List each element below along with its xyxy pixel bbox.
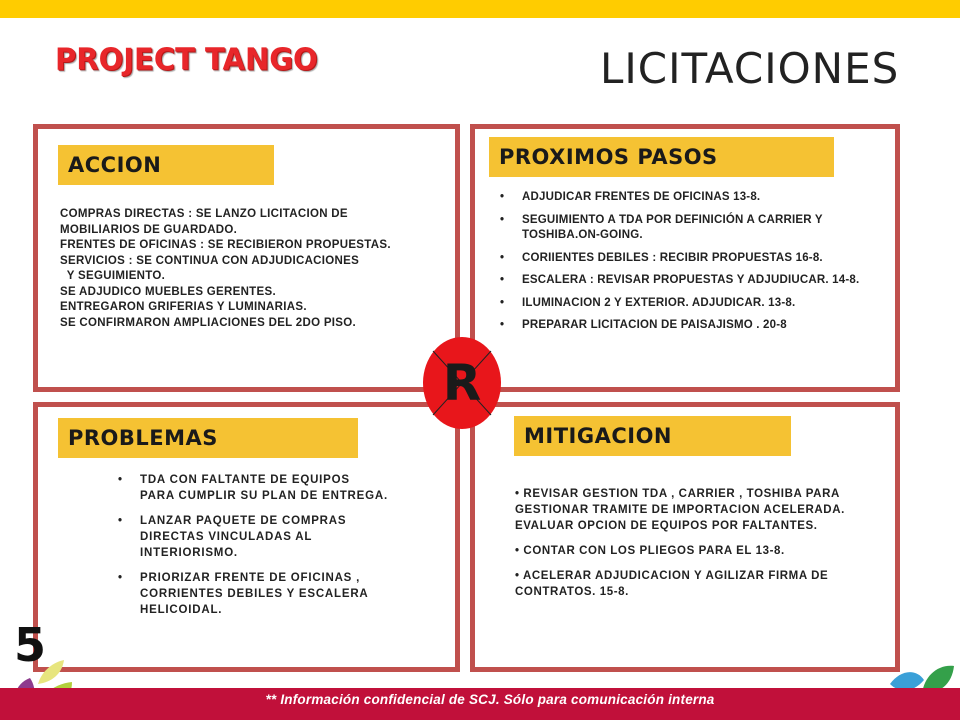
page-number: 5 [14, 618, 47, 672]
list-item: • ILUMINACION 2 Y EXTERIOR. ADJUDICAR. 13-8. [500, 296, 880, 312]
accion-line: ENTREGARON GRIFERIAS Y LUMINARIAS. [60, 301, 307, 313]
accion-line: SE CONFIRMARON AMPLIACIONES DEL 2DO PISO. [60, 316, 356, 329]
proximos-pasos-label: PROXIMOS PASOS [489, 137, 834, 177]
status-badge-letter: R [442, 354, 482, 412]
mitigacion-label: MITIGACION [514, 416, 791, 456]
accion-line: FRENTES DE OFICINAS : SE RECIBIERON PROPUESTAS. [60, 239, 391, 251]
list-item: • PRIORIZAR FRENTE DE OFICINAS , CORRIENTES DEBILES Y ESCALERA HELICOIDAL. [118, 570, 388, 618]
list-item: • CORIIENTES DEBILES : RECIBIR PROPUESTAS 16-8. [500, 251, 880, 267]
problemas-label: PROBLEMAS [58, 418, 358, 458]
list-item: • SEGUIMIENTO A TDA POR DEFINICIÓN A CARRIER Y TOSHIBA.ON-GOING. [500, 213, 880, 244]
brand-title: PROJECT TANGO [55, 41, 318, 77]
status-badge [422, 336, 502, 430]
list-item: • ADJUDICAR FRENTES DE OFICINAS 13-8. [500, 190, 880, 206]
accion-line: SE ADJUDICO MUEBLES GERENTES. [60, 285, 276, 298]
mitigacion-list [515, 486, 855, 609]
top-accent-bar [0, 0, 960, 18]
footer-text: ** Información confidencial de SCJ. Sólo para comunicación interna [265, 692, 715, 707]
list-item: • LANZAR PAQUETE DE COMPRAS DIRECTAS VINCULADAS AL INTERIORISMO. [118, 513, 388, 561]
accion-line: MOBILIARIOS DE GUARDADO. [60, 223, 238, 236]
list-item: • CONTAR CON LOS PLIEGOS PARA EL 13-8. [515, 545, 785, 557]
list-item: • PREPARAR LICITACION DE PAISAJISMO . 20-8 [500, 318, 880, 334]
proximos-pasos-list [500, 190, 880, 341]
accion-line: Y SEGUIMIENTO. [60, 270, 166, 282]
list-item: • REVISAR GESTION TDA , CARRIER , TOSHIBA PARA GESTIONAR TRAMITE DE IMPORTACION ACELERADA. EVALUAR OPCION DE EQUIPOS POR FALTANTES. [515, 488, 845, 532]
accion-line: COMPRAS DIRECTAS : SE LANZO LICITACION DE [60, 208, 348, 220]
accion-line: SERVICIOS : SE CONTINUA CON ADJUDICACIONES [60, 254, 360, 267]
accion-text [60, 207, 440, 331]
accion-label: ACCION [58, 145, 274, 185]
list-item: • ACELERAR ADJUDICACION Y AGILIZAR FIRMA DE CONTRATOS. 15-8. [515, 570, 829, 598]
problemas-list [118, 472, 388, 627]
page-title: LICITACIONES [600, 44, 900, 93]
list-item: • TDA CON FALTANTE DE EQUIPOS PARA CUMPLIR SU PLAN DE ENTREGA. [118, 472, 388, 504]
list-item: • ESCALERA : REVISAR PROPUESTAS Y ADJUDIUCAR. 14-8. [500, 273, 880, 289]
